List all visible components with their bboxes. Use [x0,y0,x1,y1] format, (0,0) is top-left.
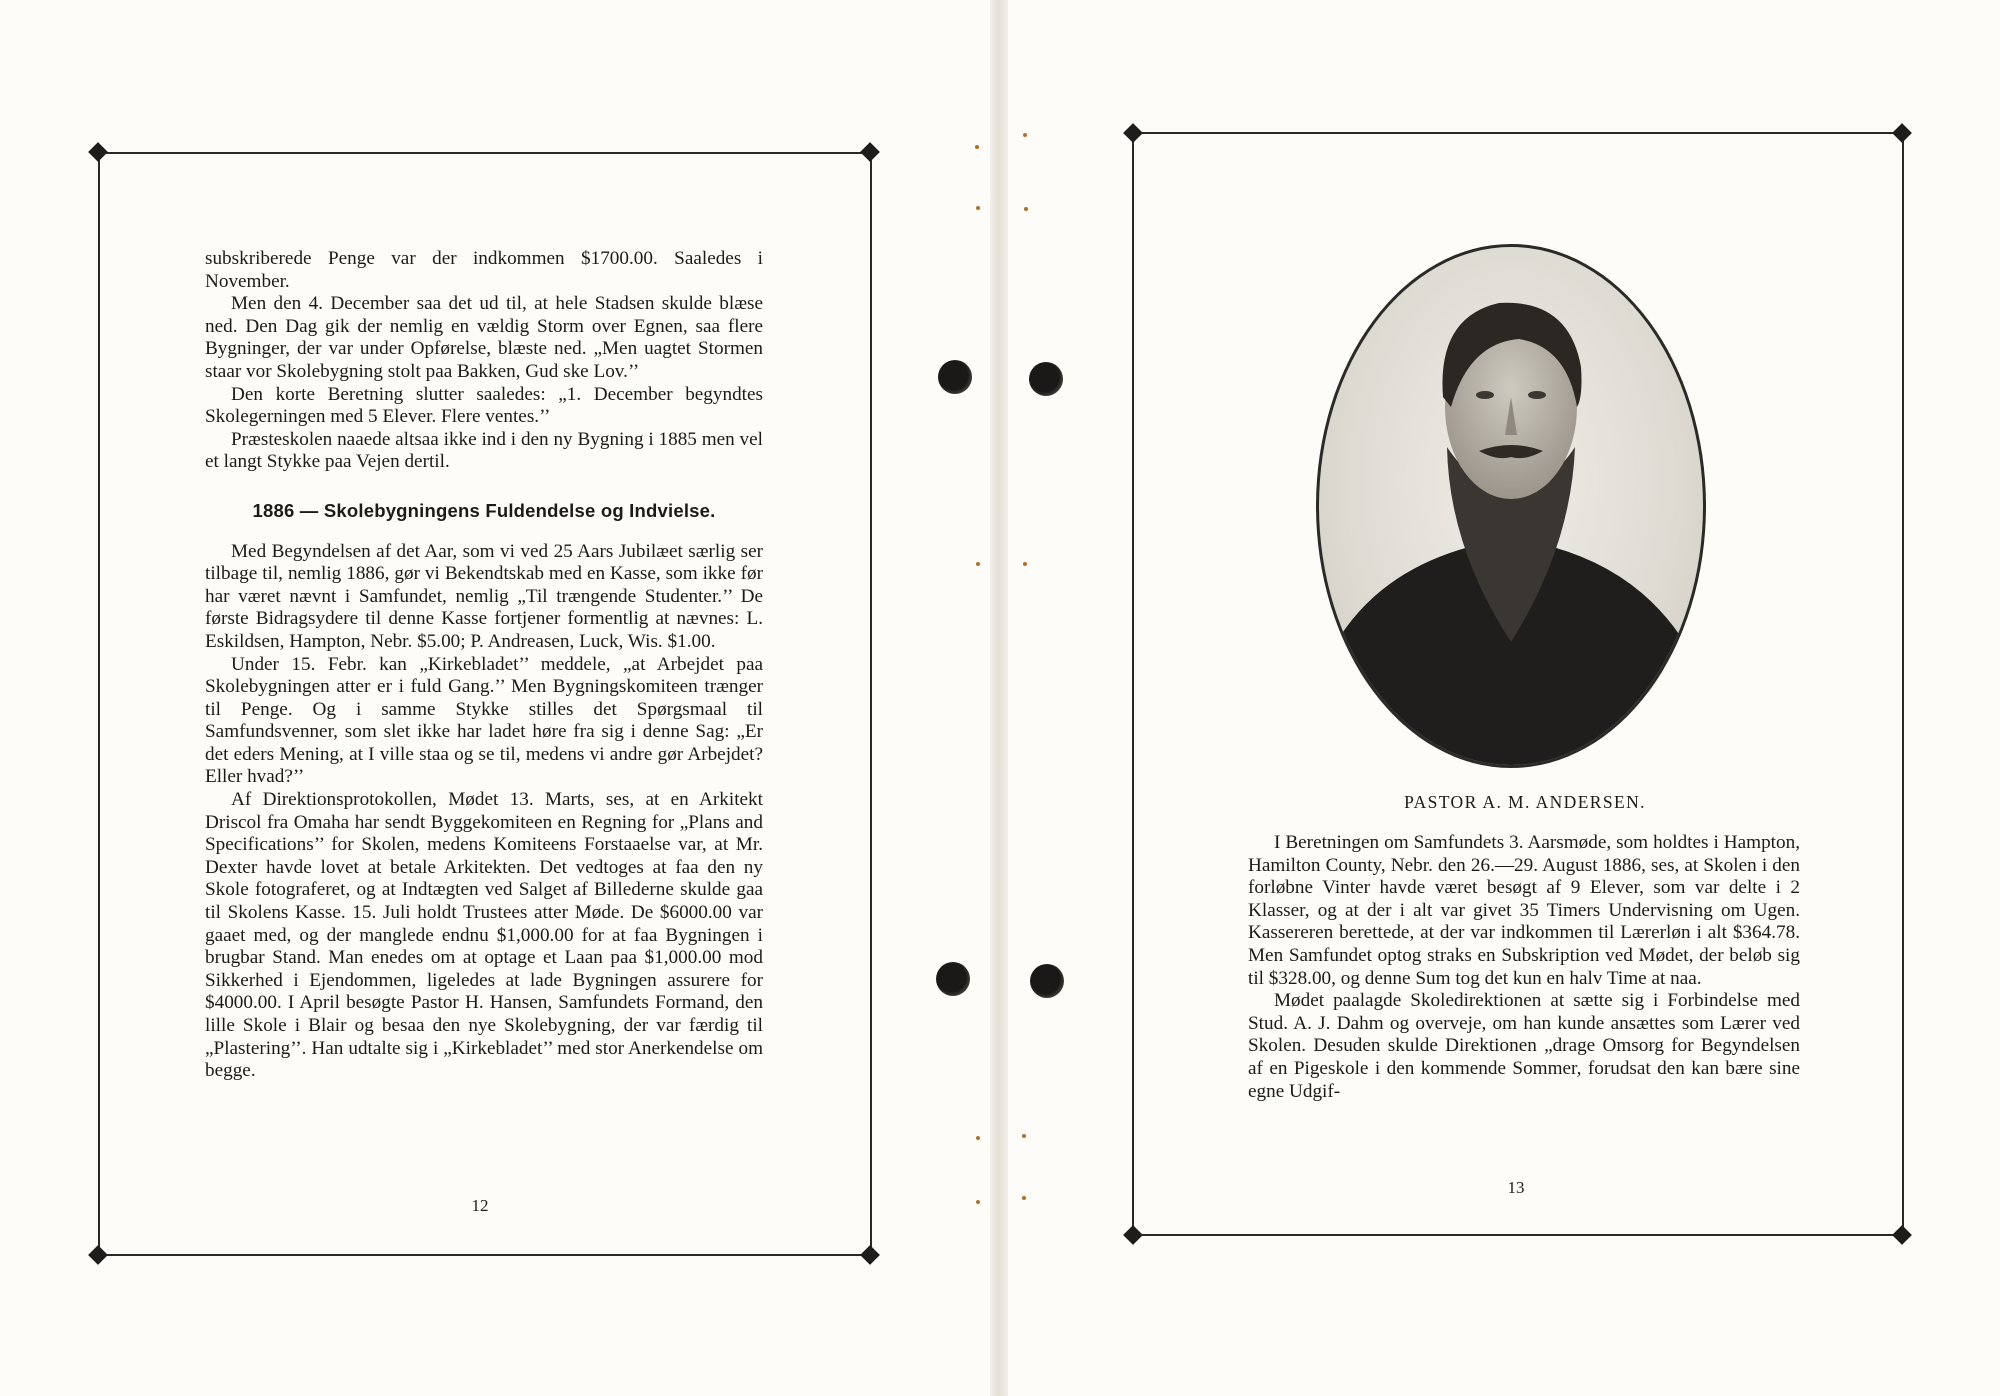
staple-dot [1023,133,1027,137]
paragraph: Mødet paalagde Skoledirektionen at sætte sig i Forbindelse med Stud. A. J. Dahm og overveje, om han kunde ansættes som Lærer ved Skolen. Desuden skulde Direktionen „drage Omsorg for Begyndelsen af en Pigeskole i den kommende Sommer, forudsat den kan bære sine egne Udgif- [1248,990,1800,1102]
book-gutter [990,0,1008,1396]
binding-hole [1029,362,1063,396]
staple-dot [976,1200,980,1204]
binding-hole [938,360,972,394]
staple-dot [1022,1134,1026,1138]
paragraph: Præsteskolen naaede altsaa ikke ind i den ny Bygning i 1885 men vel et langt Stykke paa Vejen dertil. [205,428,763,473]
paragraph: Med Begyndelsen af det Aar, som vi ved 25 Aars Jubilæet særlig ser tilbage til, nemlig 1886, gør vi Bekendtskab med en Kasse, som ikke før har været nævnt i Samfundet, nemlig „Til trængende Studenter.’’ De første Bidragsydere til denne Kasse fortjener formentlig at nævnes: L. Eskildsen, Hampton, Nebr. $5.00; P. Andreasen, Luck, Wis. $1.00. [205,540,763,652]
staple-dot [1023,562,1027,566]
paragraph: Den korte Beretning slutter saaledes: „1. December begyndtes Skolegerningen med 5 Elever. Flere ventes.’’ [205,383,763,428]
staple-dot [975,145,979,149]
section-heading: 1886 — Skolebygningens Fuldendelse og Indvielse. [252,499,716,521]
paragraph: Under 15. Febr. kan „Kirkebladet’’ meddele, „at Arbejdet paa Skolebygningen atter er i fuld Gang.’’ Men Bygningskomiteen trænger til Penge. Og i samme Stykke stilles det Spørgsmaal til Samfundsvenner, som slet ikke har ladet høre fra sig i denne Sag: „Er det eders Mening, at I ville staa og se til, medens vi andre gør Arbejdet? Eller hvad?’’ [205,653,763,788]
staple-dot [976,1136,980,1140]
portrait-caption: PASTOR A. M. ANDERSEN. [1404,792,1646,812]
staple-dot [976,562,980,566]
left-page-text [205,248,763,1083]
staple-dot [976,206,980,210]
binding-hole [1030,964,1064,998]
staple-dot [1024,207,1028,211]
right-page-text [1248,832,1800,1103]
paragraph: I Beretningen om Samfundets 3. Aarsmøde, som holdtes i Hampton, Hamilton County, Nebr. den 26.—29. August 1886, ses, at Skolen i den forløbne Vinter havde været besøgt af 9 Elever, som var delte i 2 Klasser, og at der i alt var givet 35 Timers Undervisning om Ugen. Kassereren berettede, at der var indkommen til Lærerløn i alt $364.78. Men Samfundet optog straks en Subskription ved Mødet, der beløb sig til $328.00, og denne Sum tog det kun en halv Time at naa. [1248,832,1800,989]
paragraph: Af Direktionsprotokollen, Mødet 13. Marts, ses, at en Arkitekt Driscol fra Omaha har sendt Byggekomiteen en Regning for „Plans and Specifications’’ for Skolen, medens Komiteens Forstaaelse var, at Mr. Dexter havde lovet at betale Arkitekten. Det vedtoges at faa den ny Skole fotograferet, og at Indtægten ved Salget af Billederne skulde gaa til Skolens Kasse. 15. Juli holdt Trustees atter Møde. De $6000.00 var gaaet med, og der manglede endnu $1,000.00 for at faa Bygningen i brugbar Stand. Man enedes om at optage et Laan paa $1,000.00 mod Sikkerhed i Ejendommen, ligeledes at lade Bygningen assurere for $4000.00. I April besøgte Pastor H. Hansen, Samfundets Formand, den lille Skole i Blair og besaa den nye Skolebygning, der var færdig til „Plastering’’. Han udtalte sig i „Kirkebladet’’ med stor Anerkendelse om begge. [205,789,763,1082]
page-number: 13 [1507,1178,1525,1197]
binding-hole [936,962,970,996]
page-number: 12 [471,1196,489,1215]
portrait-illustration [1319,247,1703,765]
paragraph: subskriberede Penge var der indkommen $1700.00. Saaledes i November. [205,248,763,292]
paragraph: Men den 4. December saa det ud til, at hele Stadsen skulde blæse ned. Den Dag gik der nemlig en vældig Storm over Egnen, saa flere Bygninger, der var under Opførelse, blæste ned. „Men uagtet Stormen staar vor Skolebygning stolt paa Bakken, Gud ske Lov.’’ [205,293,763,382]
portrait-photo [1316,244,1706,768]
staple-dot [1022,1196,1026,1200]
